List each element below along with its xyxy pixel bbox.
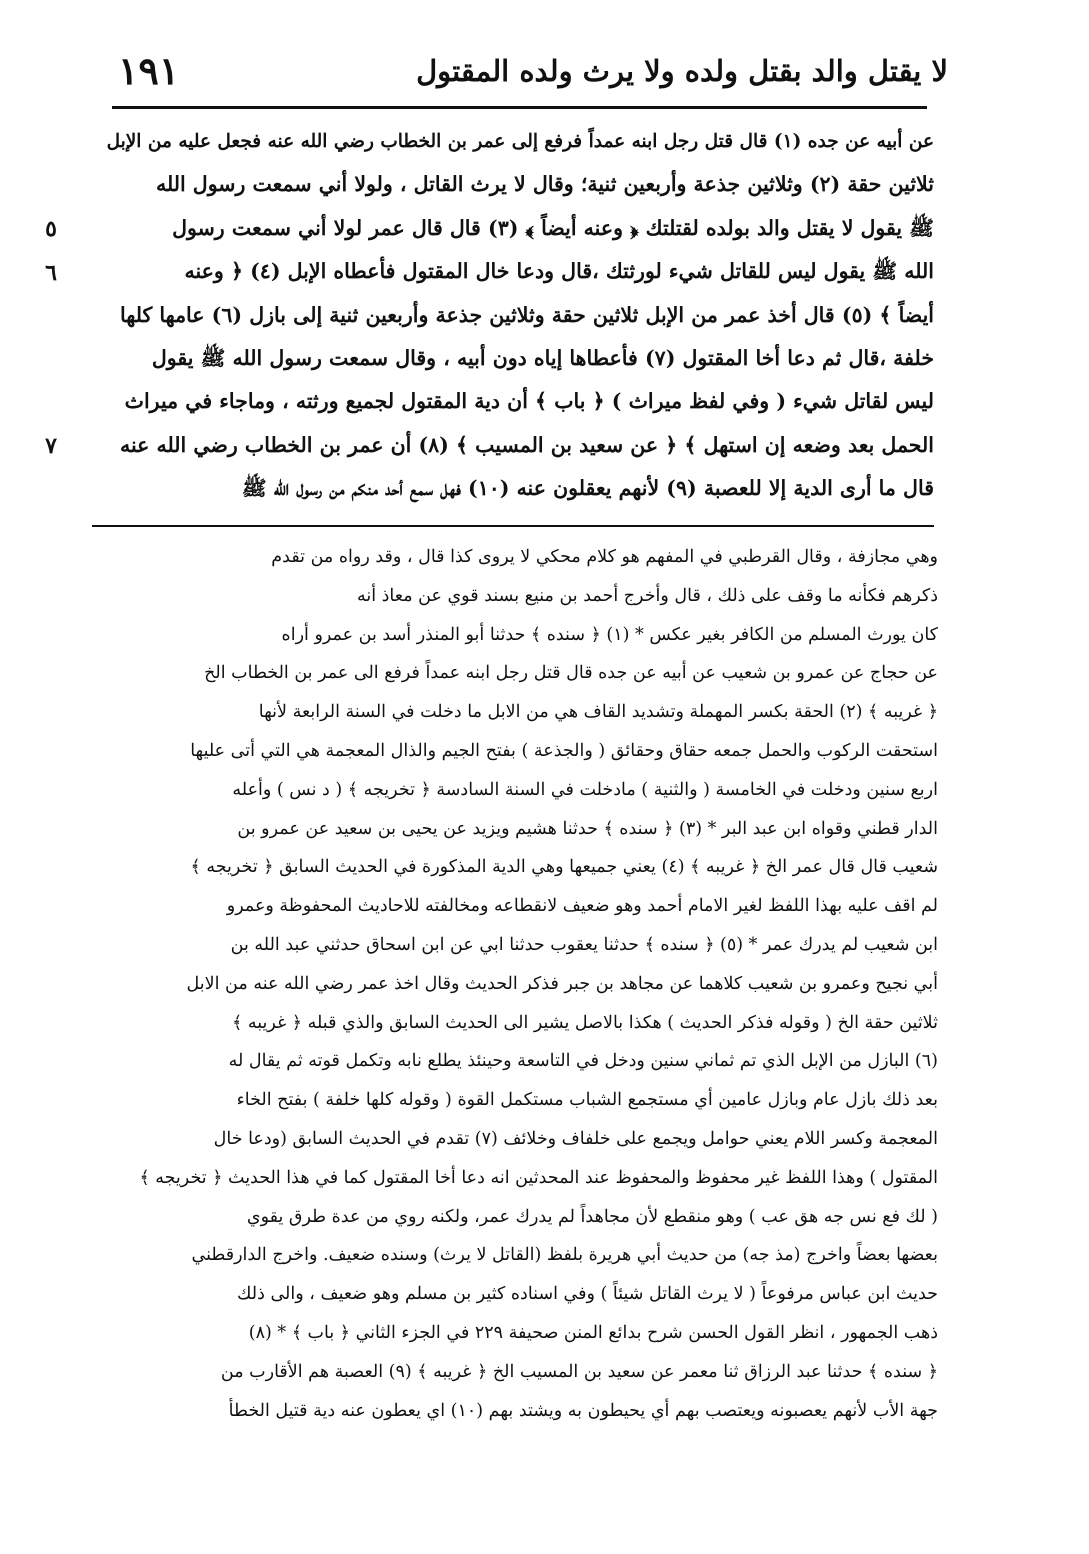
note-line: جهة الأب لأنهم يعصبونه ويعتصب بهم أي يحيطون به ويشتد بهم (١٠) اي يعطون عنه دية قتيل الخطأ <box>228 1400 938 1421</box>
main-line: قال ما أرى الدية إلا للعصبة (٩) لأنهم يعقلون عنه (١٠) فهل سمع أحد منكم من رسول الله ﷺ <box>241 476 934 501</box>
header-rule <box>112 106 927 109</box>
main-line: عن أبيه عن جده (١) قال قتل رجل ابنه عمداً فرفع إلى عمر بن الخطاب رضي الله عنه فجعل عليه من الإبل <box>106 131 934 152</box>
note-line: ﴿ غريبه ﴾ (٢) الحقة بكسر المهملة وتشديد القاف هي من الابل ما دخلت في السنة الرابعة لأنها <box>258 702 938 723</box>
note-line: عن حجاج عن عمرو بن شعيب عن أبيه عن جده قال قتل رجل ابنه عمداً فرفع الى عمر بن الخطاب الخ <box>204 663 938 684</box>
main-line: الله ﷺ يقول ليس للقاتل شيء لورثتك ،قال ودعا خال المقتول فأعطاه الإبل (٤) ﴿ وعنه <box>184 259 934 284</box>
page-number: ١٩١ <box>118 48 180 93</box>
note-line: استحقت الركوب والحمل جمعه حقاق وحقائق ( والجذعة ) بفتح الجيم والذال المعجمة هي التي أتى عليها <box>190 740 938 761</box>
note-line: أبي نجيح وعمرو بن شعيب كلاهما عن مجاهد بن جبر فذكر الحديث وقال اخذ عمر رضي الله عنه من الابل <box>186 973 938 994</box>
note-line: المقتول ) وهذا اللفظ غير محفوظ والمحفوظ عند المحدثين انه دعا أخا المقتول كما في هذا الحديث ﴿ تخريجه ﴾ <box>139 1167 938 1188</box>
note-line: المعجمة وكسر اللام يعني حوامل ويجمع على خلفاف وخلائف (٧) تقدم في الحديث السابق (ودعا خال <box>213 1128 938 1149</box>
note-line: (٦) البازل من الإبل الذي تم ثماني سنين ودخل في التاسعة وحينئذ يطلع نابه وتكمل قوته ثم يقال له <box>228 1051 938 1072</box>
note-line: اربع سنين ودخلت في الخامسة ( والثنية ) مادخلت في السنة السادسة ﴿ تخريجه ﴾ ( د نس ) وأعله <box>232 779 938 800</box>
main-line: أيضاً ﴾ (٥) قال أخذ عمر من الإبل ثلاثين حقة وثلاثين جذعة وأربعين ثنية إلى بازل (٦) عامها كلها <box>120 302 934 327</box>
main-line: ﷺ يقول لا يقتل والد بولده لقتلتك ﴿ وعنه أيضاً ﴾ (٣) قال قال عمر لولا أني سمعت رسول <box>172 215 934 240</box>
main-line: ثلاثين حقة (٢) وثلاثين جذعة وأربعين ثنية؛ وقال لا يرث القاتل ، ولولا أني سمعت رسول الله <box>155 172 934 197</box>
note-line: لم اقف عليه بهذا اللفظ لغير الامام أحمد وهو ضعيف لانقطاعه ومخالفته للاحاديث المحفوظة وعمرو <box>226 896 938 917</box>
note-line: ذكرهم فكأنه ما وقف على ذلك ، قال وأخرج أحمد بن منيع بسند قوي عن معاذ أنه <box>356 585 938 606</box>
footnote-rule <box>92 525 934 527</box>
note-line: بعضها بعضاً واخرج (مذ جه) من حديث أبي هريرة بلفظ (القاتل لا يرث) وسنده ضعيف. واخرج الدارقطني <box>191 1245 938 1266</box>
footnotes <box>86 538 938 1430</box>
note-line: ذهب الجمهور ، انظر القول الحسن شرح بدائع المنن صحيفة ٢٢٩ في الجزء الثاني ﴿ باب ﴾ * (٨) <box>248 1322 938 1343</box>
note-line: كان يورث المسلم من الكافر بغير عكس * (١) ﴿ سنده ﴾ حدثنا أبو المنذر أسد بن عمرو أراه <box>281 624 938 645</box>
main-text <box>94 120 934 511</box>
running-title: لا يقتل والد بقتل ولده ولا يرث ولده المقتول <box>416 54 948 88</box>
main-line: الحمل بعد وضعه إن استهل ﴾ ﴿ عن سعيد بن المسيب ﴾ (٨) أن عمر بن الخطاب رضي الله عنه <box>119 432 934 457</box>
note-line: ثلاثين حقة الخ ( وقوله فذكر الحديث ) هكذا بالاصل يشير الى الحديث السابق والذي قبله ﴿ غريبه ﴾ <box>232 1012 938 1033</box>
note-line: ( لك فع نس جه هق عب ) وهو منقطع لأن مجاهداً لم يدرك عمر، ولكنه روي من عدة طرق يقوي <box>246 1206 938 1227</box>
note-line: الدار قطني وقواه ابن عبد البر * (٣) ﴿ سنده ﴾ حدثنا هشيم ويزيد عن يحيى بن سعيد عن عمرو بن <box>237 818 938 839</box>
note-line: بعد ذلك بازل عام وبازل عامين أي مستجمع الشباب مستكمل القوة ( وقوله كلها خلفة ) بفتح الخاء <box>236 1090 938 1111</box>
note-line: شعيب قال قال عمر الخ ﴿ غريبه ﴾ (٤) يعني جميعها وهي الدية المذكورة في الحديث السابق ﴿ تخريجه ﴾ <box>190 857 938 878</box>
margin-number: ٥ <box>45 216 57 242</box>
note-line: وهي مجازفة ، وقال القرطبي في المفهم هو كلام محكي لا يروى كذا قال ، وقد رواه من تقدم <box>271 547 938 567</box>
margin-number: ٦ <box>45 260 57 286</box>
note-line: حديث ابن عباس مرفوعاً ( لا يرث القاتل شيئاً ) وفي اسناده كثير بن مسلم وهو ضعيف ، والى ذلك <box>237 1284 938 1305</box>
margin-number: ٧ <box>45 433 57 459</box>
note-line: ابن شعيب لم يدرك عمر * (٥) ﴿ سنده ﴾ حدثنا يعقوب حدثنا ابي عن ابن اسحاق حدثني عبد الله بن <box>230 934 938 955</box>
main-line: ليس لقاتل شيء ( وفي لفظ ميراث ) ﴿ باب ﴾ أن دية المقتول لجميع ورثته ، وماجاء في ميراث <box>124 389 934 414</box>
page-header <box>118 48 948 102</box>
main-line: خلفة ،قال ثم دعا أخا المقتول (٧) فأعطاها إياه دون أبيه ، وقال سمعت رسول الله ﷺ يقول <box>151 345 934 370</box>
note-line: ﴿ سنده ﴾ حدثنا عبد الرزاق ثنا معمر عن سعيد بن المسيب الخ ﴿ غريبه ﴾ (٩) العصبة هم الأقارب من <box>220 1361 938 1382</box>
